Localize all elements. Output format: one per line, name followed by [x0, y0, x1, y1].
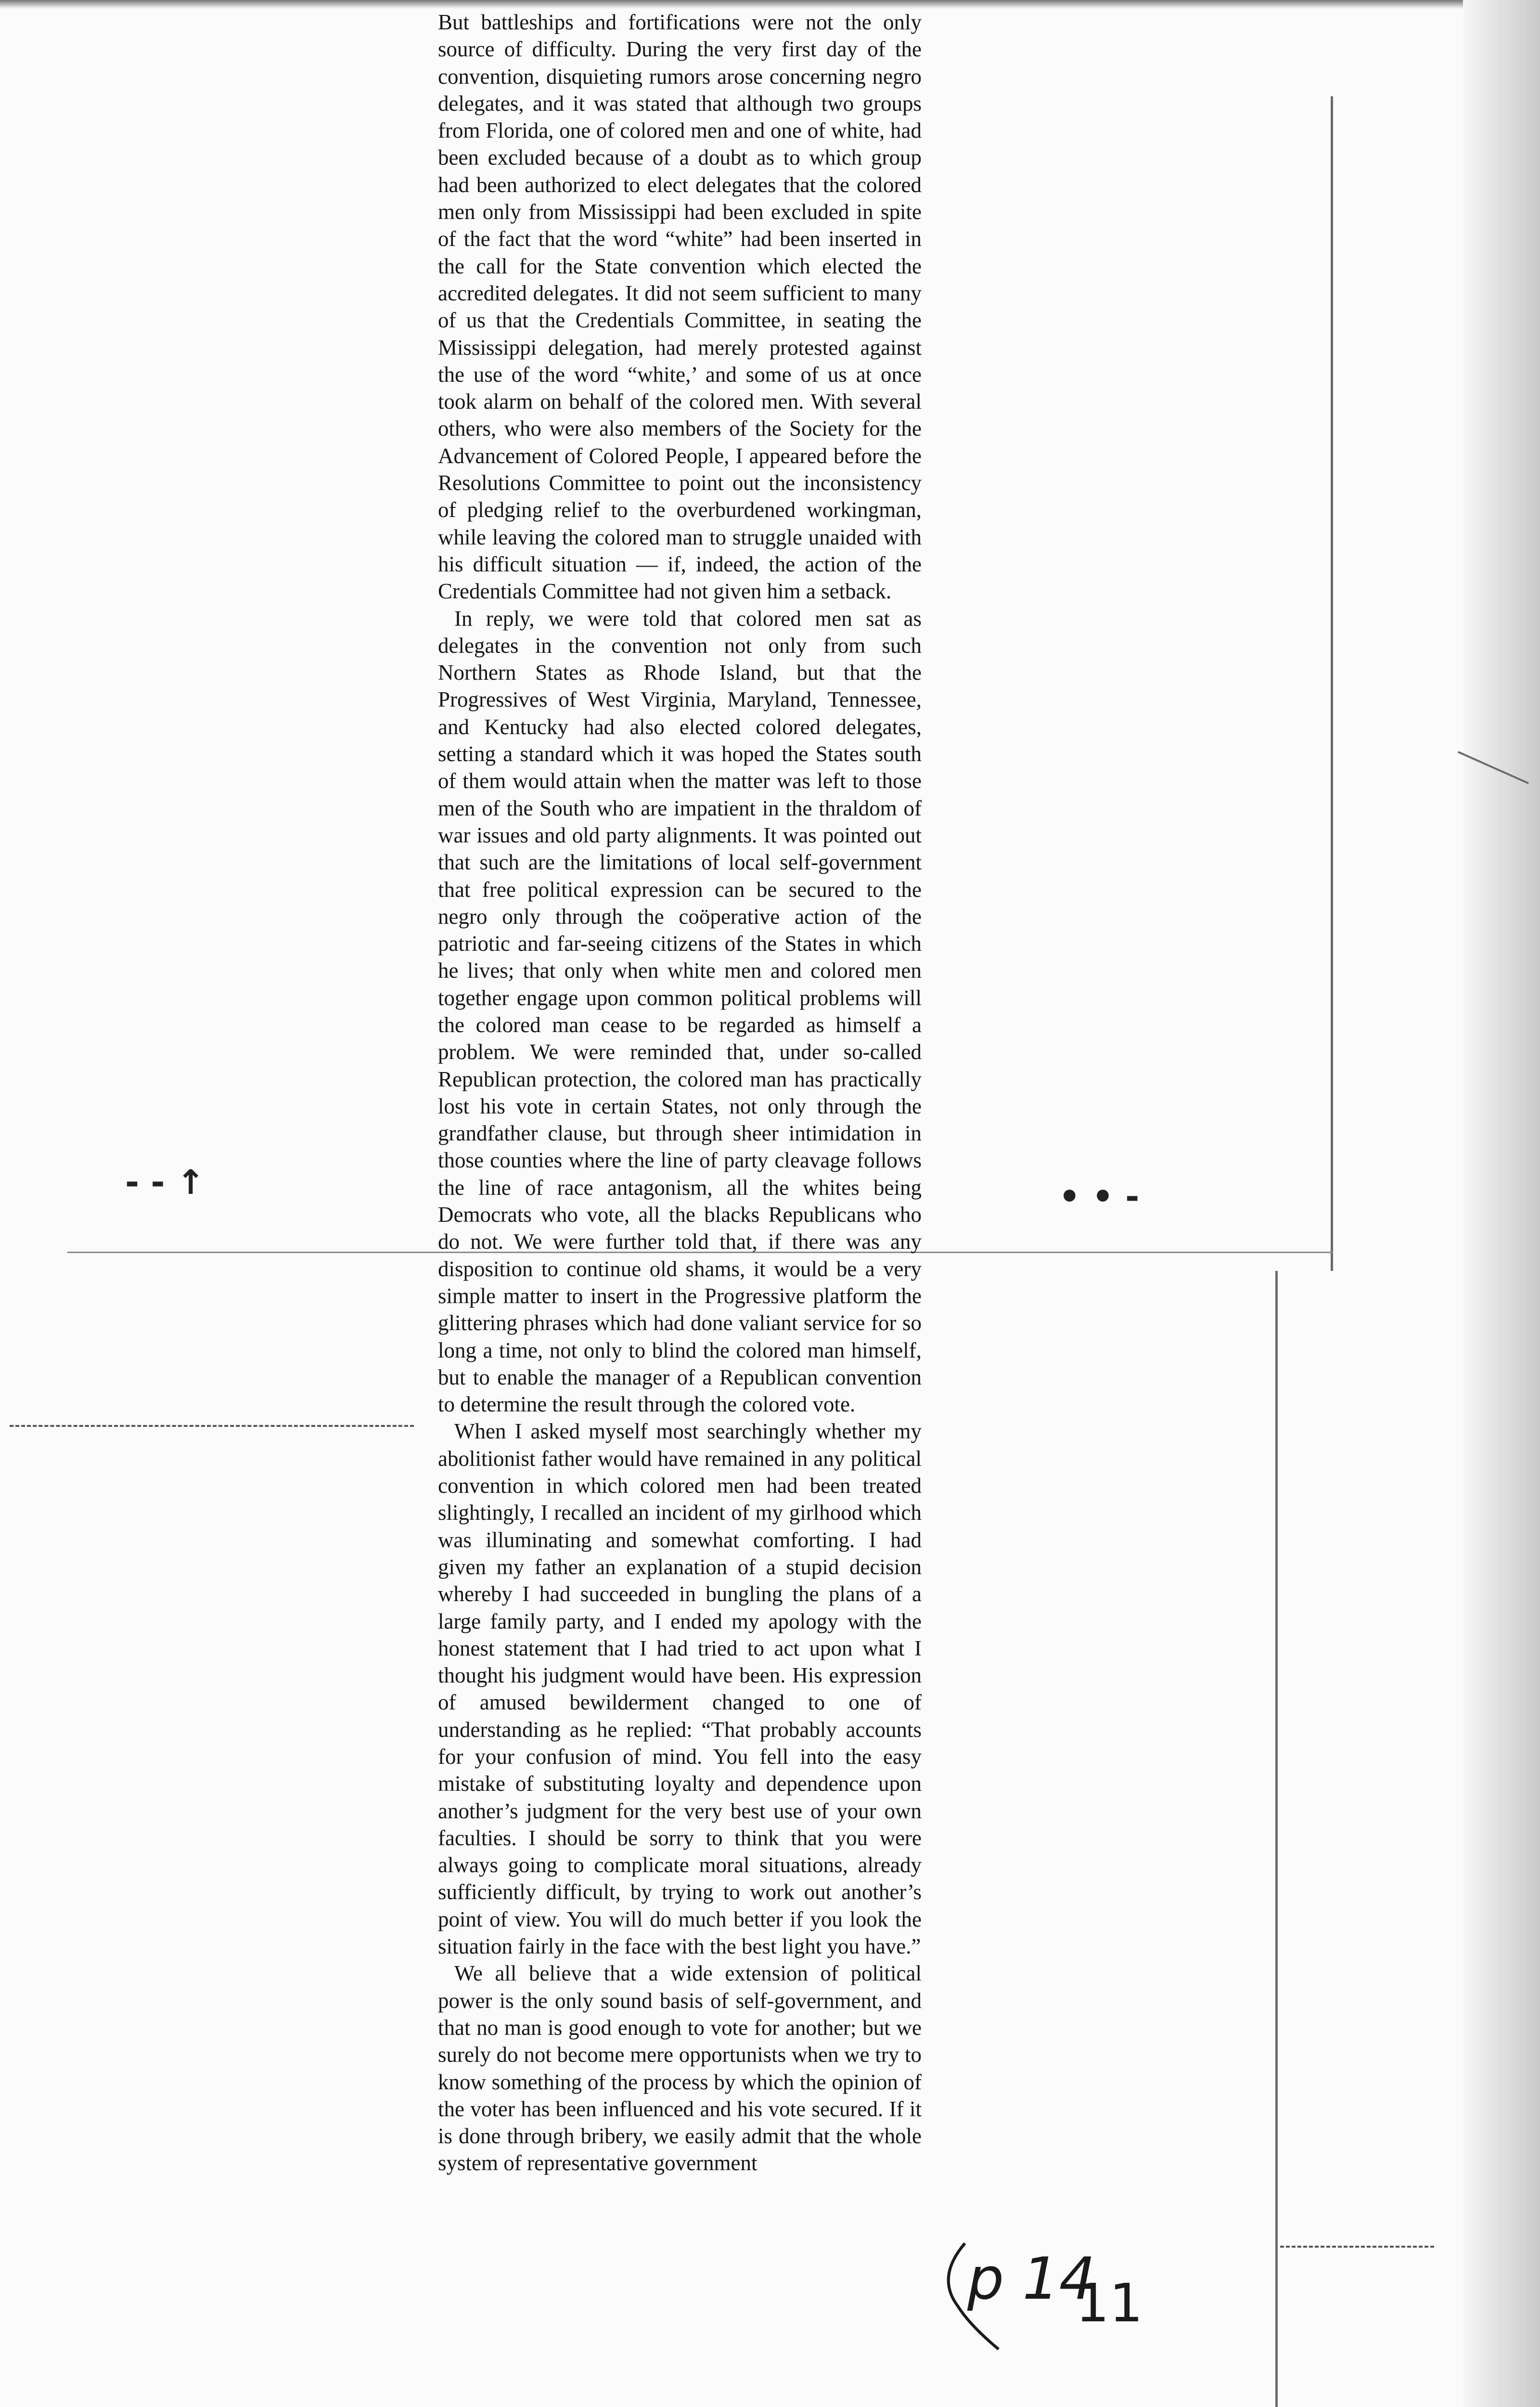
clipping-border-right-lower: [1275, 1271, 1278, 2407]
scan-top-edge: [0, 0, 1540, 9]
paragraph-4: We all believe that a wide extension of political power is the only sound basis of self-government, and that no man is good enough to vote for another; but we surely do not become mere opportunists when we try to know something of the process by which the opinion of the voter has been influenced and his vote secured. If it is done through bribery, we easily admit that the whole system of representative government: [438, 1961, 922, 2175]
fold-dash-right: [1280, 2246, 1434, 2248]
paragraph-3: When I asked myself most searchingly whether my abolitionist father would have remained in any political convention in which colored men had been treated slightingly, I recalled an incident of my girlhood which was illuminating and somewhat comforting. I had given my father an explanation of a stupid decision whereby I had succeeded in bungling the plans of a large family party, and I ended my apology with the honest statement that I had tried to act upon what I thought his judgment would have been. His expression of amused bewilderment changed to one of understanding as he replied: “That probably accounts for your confusion of mind. You fell into the easy mistake of substituting loyalty and dependence upon another’s judgment for the very best use of your own faculties. I should be sorry to think that you were always going to complicate moral situations, already sufficiently difficult, by trying to work out another’s point of view. You will do much better if you look the situation fairly in the face with the best light you have.”: [438, 1419, 922, 1959]
page-number-text: p 14: [967, 2246, 1096, 2313]
article-column: [438, 9, 922, 2177]
left-margin-mark: - - ↑: [125, 1163, 205, 1202]
paragraph-2: In reply, we were told that colored men sat as delegates in the convention not only from such Northern States as Rhode Island, but that the Progressives of West Virginia, Maryland, Tennessee, and Kentucky had also elected colored delegates, setting a standard which it was hoped the States south of them would attain when the matter was left to those men of the South who are impatient in the thraldom of war issues and old party alignments. It was pointed out that such are the limitations of local self-government that free political expression can be secured to the negro only through the coöperative action of the patriotic and far-seeing citizens of the States in which he lives; that only when white men and colored men together engage upon common political problems will the colored man cease to be regarded as himself a problem. We were reminded that, under so-called Republican protection, the colored man has practically lost his vote in certain States, not only through the grandfather clause, but through sheer intimidation in those counties where the line of party cleavage follows the line of race antagonism, all the whites being Democrats who vote, all the blacks Republicans who do not. We were further told that, if there was any disposition to continue old shams, it would be a very simple matter to insert in the Progressive platform the glittering phrases which had done valiant service for so long a time, not only to blind the colored man himself, but to enable the manager of a Republican convention to determine the result through the colored vote.: [438, 606, 922, 1417]
clipping-border-right-upper: [1331, 96, 1333, 1271]
paragraph-1: But battleships and fortifications were not the only source of difficulty. During the very first day of the convention, disquieting rumors arose concerning negro delegates, and it was stated that although two groups from Florida, one of colored men and one of white, had been excluded because of a doubt as to which group had been authorized to elect delegates that the colored men only from Mississippi had been excluded in spite of the fact that the word “white” had been inserted in the call for the State convention which elected the accredited delegates. It did not seem sufficient to many of us that the Credentials Committee, in seating the Mississippi delegation, had merely protested against the use of the word “white,’ and some of us at once took alarm on behalf of the colored men. With several others, who were also members of the Society for the Advancement of Colored People, I appeared before the Resolutions Committee to point out the inconsistency of pledging relief to the overburdened workingman, while leaving the colored man to struggle unaided with his difficult situation — if, indeed, the action of the Credentials Committee had not given him a setback.: [438, 10, 922, 604]
right-margin-mark: • • -: [1059, 1177, 1140, 1216]
handwritten-page-number: [931, 2234, 1143, 2359]
scan-right-edge: [1463, 0, 1540, 2407]
fold-dash-left: [10, 1425, 414, 1427]
right-ticks-text: 11: [1076, 2272, 1143, 2334]
